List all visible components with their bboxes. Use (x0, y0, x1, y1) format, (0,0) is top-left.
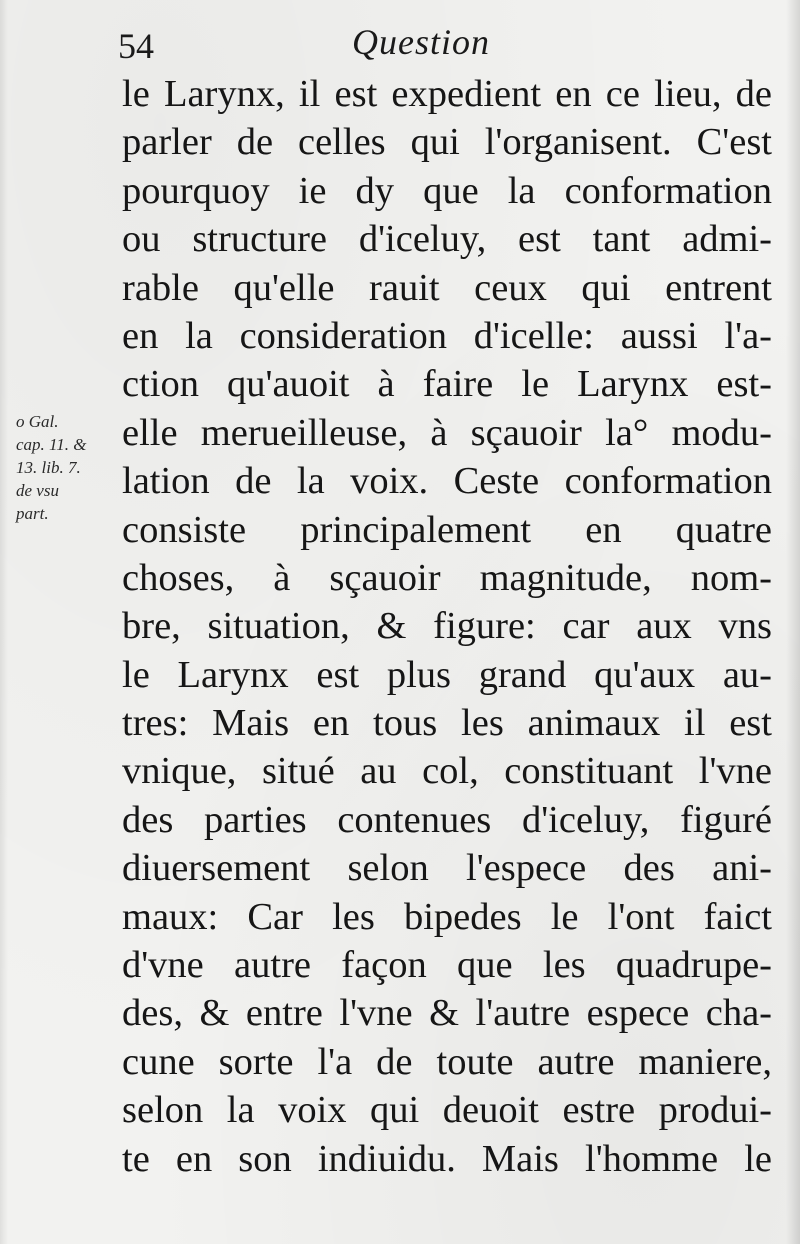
text-line: te en son indiuidu. Mais l'homme le (122, 1137, 772, 1180)
page-edge-shadow-right (786, 0, 800, 1244)
marginal-note (16, 410, 126, 525)
page-number: 54 (118, 26, 154, 66)
marginal-note-line: cap. 11. & (16, 435, 87, 454)
text-line: parler de celles qui l'organisent. C'est (122, 121, 772, 164)
text-line: des, & entre l'vne & l'autre espece cha- (122, 992, 772, 1035)
text-line: ction qu'auoit à faire le Larynx est- (122, 363, 772, 406)
marginal-note-line: part. (16, 504, 49, 523)
text-line: vnique, situé au col, constituant l'vne (122, 750, 772, 793)
text-line: cune sorte l'a de toute autre maniere, (122, 1040, 772, 1083)
text-line: choses, à sçauoir magnitude, nom- (122, 556, 772, 599)
page-edge-shadow-left (0, 0, 8, 1244)
text-line: en la consideration d'icelle: aussi l'a- (122, 314, 772, 357)
text-line: bre, situation, & figure: car aux vns (122, 605, 772, 648)
page-header (0, 14, 800, 74)
text-line: maux: Car les bipedes le l'ont faict (122, 895, 772, 938)
text-line: des parties contenues d'iceluy, figuré (122, 798, 772, 841)
body-text (122, 70, 772, 1183)
text-line: le Larynx, il est expedient en ce lieu, de (122, 73, 772, 115)
marginal-note-line: de vsu (16, 481, 59, 500)
text-line: lation de la voix. Ceste conformation (122, 460, 772, 503)
text-line: le Larynx est plus grand qu'aux au- (122, 653, 772, 696)
marginal-note-line: o Gal. (16, 412, 59, 431)
text-line: tres: Mais en tous les animaux il est (122, 702, 772, 745)
running-head: Question (352, 22, 490, 62)
text-line: diuersement selon l'espece des ani- (122, 847, 772, 890)
text-line: selon la voix qui deuoit estre produi- (122, 1089, 772, 1132)
text-line: elle merueilleuse, à sçauoir la° modu- (122, 411, 772, 454)
text-line: pourquoy ie dy que la conformation (122, 169, 772, 212)
text-line: consiste principalement en quatre (122, 508, 772, 551)
text-line: d'vne autre façon que les quadrupe- (122, 944, 772, 987)
marginal-note-line: 13. lib. 7. (16, 458, 81, 477)
text-line: ou structure d'iceluy, est tant admi- (122, 218, 772, 261)
text-line: rable qu'elle rauit ceux qui entrent (122, 266, 772, 309)
